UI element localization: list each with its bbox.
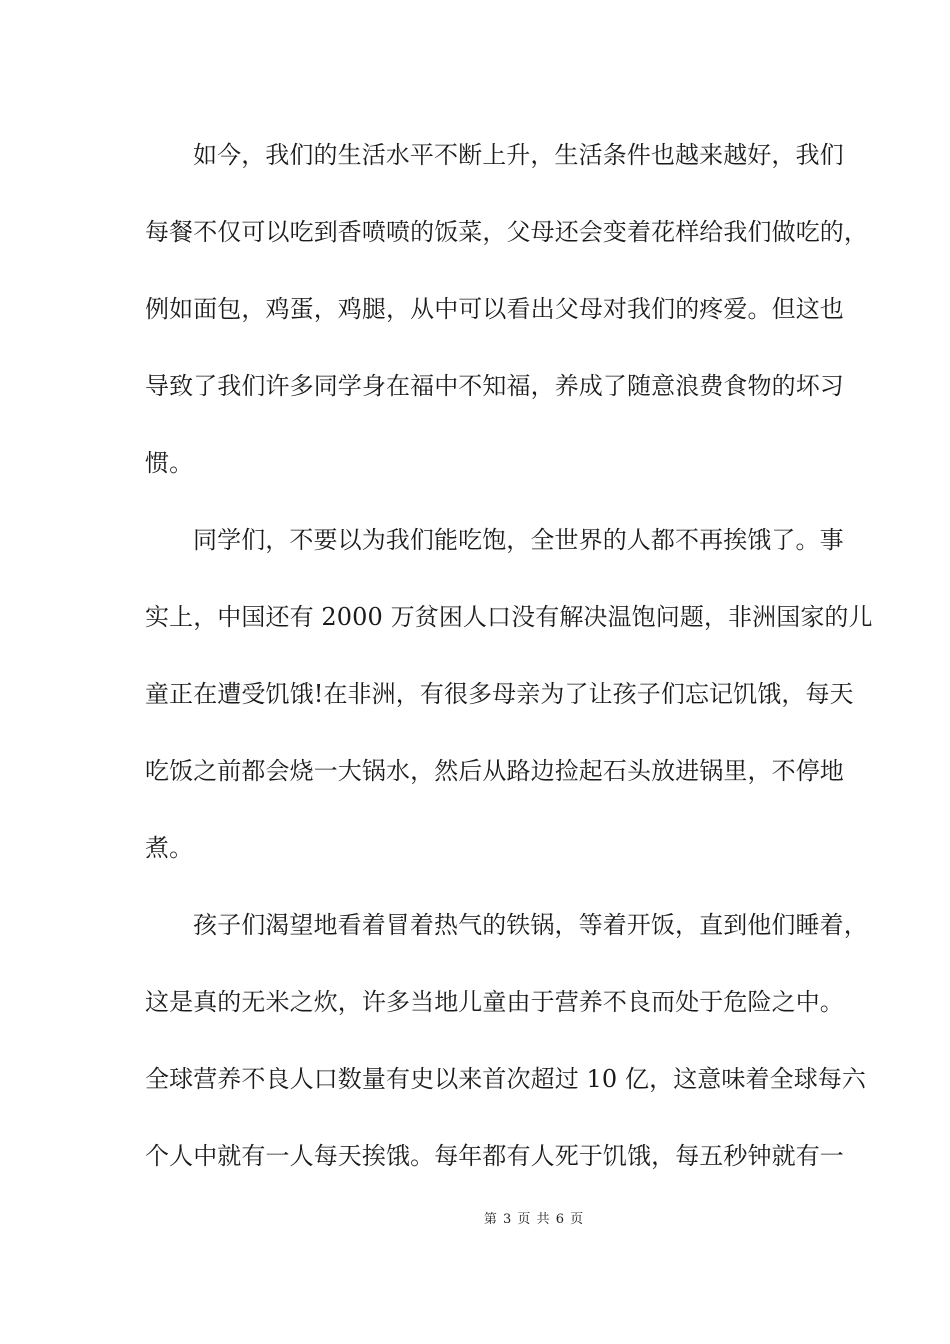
paragraph-1-line-3: 例如面包，鸡蛋，鸡腿，从中可以看出父母对我们的疼爱。但这也 bbox=[145, 295, 844, 323]
paragraph-1-line-1: 如今，我们的生活水平不断上升，生活条件也越来越好，我们 bbox=[193, 141, 844, 169]
document-body bbox=[145, 129, 873, 1207]
paragraph-2-line-3: 童正在遭受饥饿!在非洲，有很多母亲为了让孩子们忘记饥饿，每天 bbox=[145, 680, 854, 708]
paragraph-1-line-5: 惯。 bbox=[145, 449, 194, 477]
paragraph-3-line-1: 孩子们渴望地看着冒着热气的铁锅，等着开饭，直到他们睡着， bbox=[193, 911, 868, 939]
page-number-label: 第 3 页 共 6 页 bbox=[483, 1212, 585, 1227]
page-footer bbox=[0, 1208, 950, 1227]
paragraph-2-line-1: 同学们，不要以为我们能吃饱，全世界的人都不再挨饿了。事 bbox=[193, 526, 844, 554]
paragraph-1-line-2: 每餐不仅可以吃到香喷喷的饭菜，父母还会变着花样给我们做吃的， bbox=[145, 218, 868, 246]
paragraph-3-line-2: 这是真的无米之炊，许多当地儿童由于营养不良而处于危险之中。 bbox=[145, 988, 844, 1016]
paragraph-3-line-3: 全球营养不良人口数量有史以来首次超过 10 亿，这意味着全球每六 bbox=[145, 1065, 866, 1093]
paragraph-2-line-4: 吃饭之前都会烧一大锅水，然后从路边捡起石头放进锅里，不停地 bbox=[145, 757, 844, 785]
paragraph-3-line-4: 个人中就有一人每天挨饿。每年都有人死于饥饿，每五秒钟就有一 bbox=[145, 1142, 844, 1170]
paragraph-2-line-2: 实上，中国还有 2000 万贫困人口没有解决温饱问题，非洲国家的儿 bbox=[145, 603, 873, 631]
paragraph-2-line-5: 煮。 bbox=[145, 834, 194, 862]
paragraph-1-line-4: 导致了我们许多同学身在福中不知福，养成了随意浪费食物的坏习 bbox=[145, 372, 844, 400]
